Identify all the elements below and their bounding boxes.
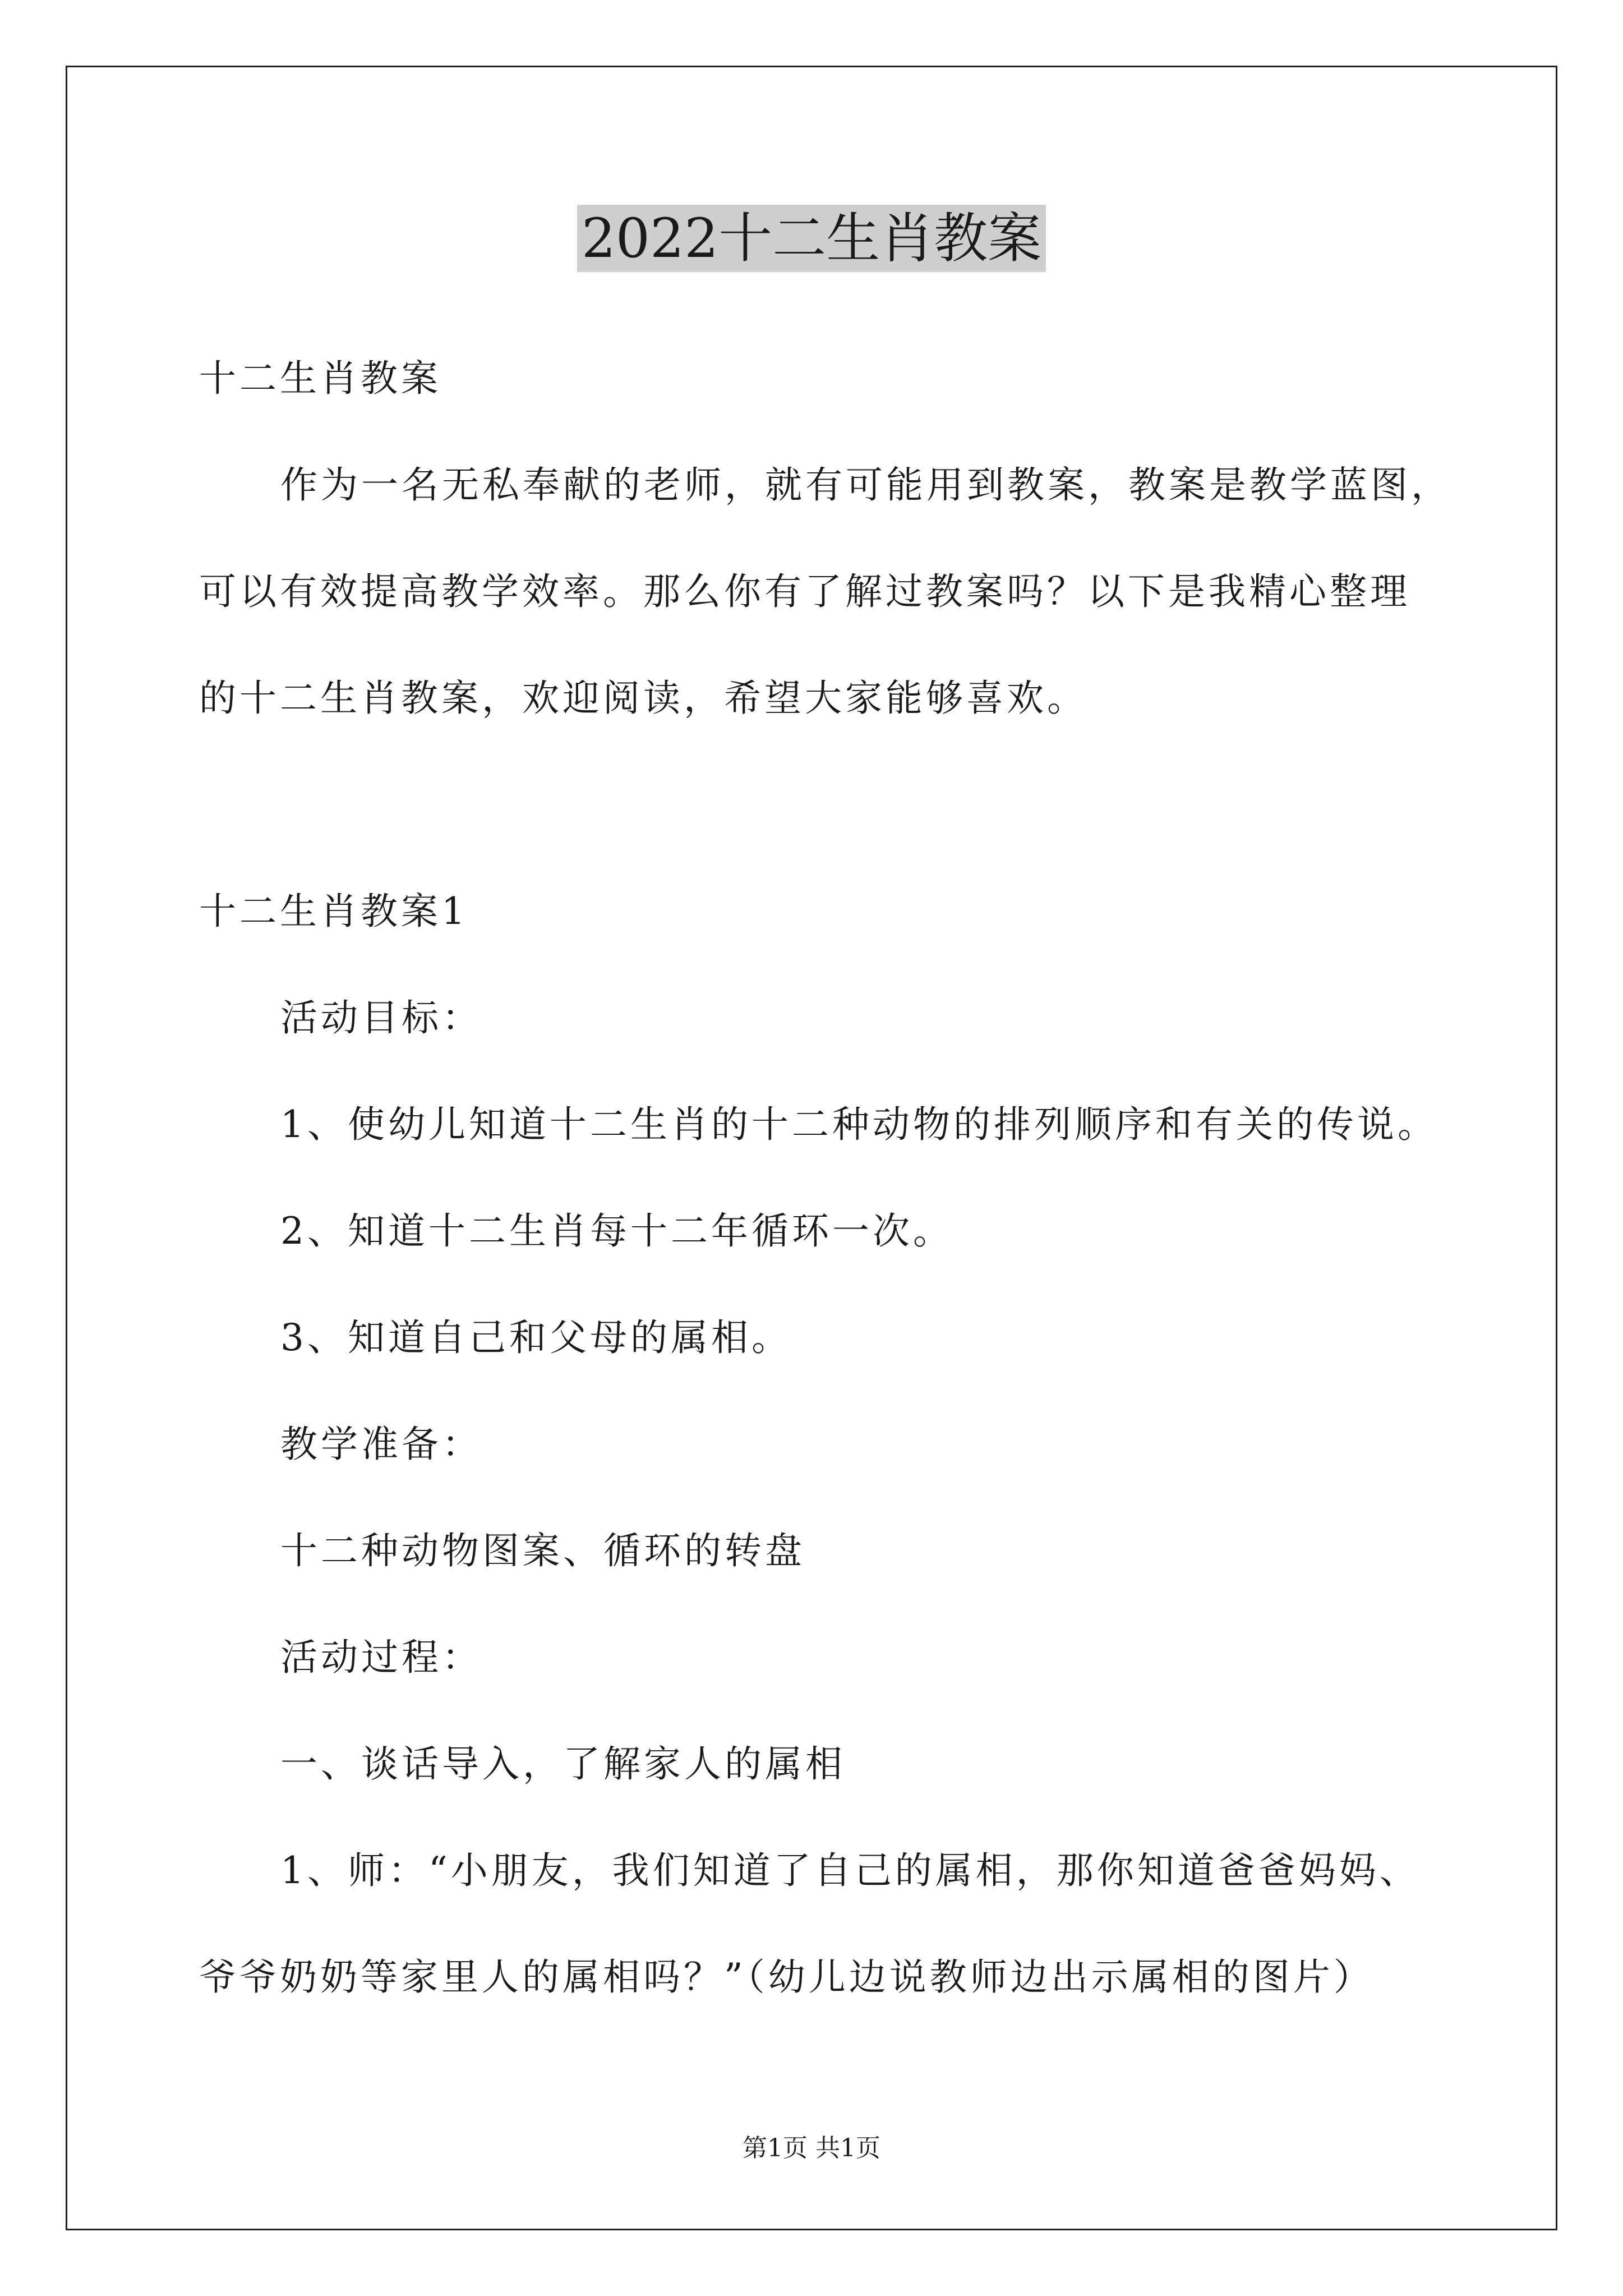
- goals-label: 活动目标：: [280, 996, 482, 1039]
- intro-line-1: 作为一名无私奉献的老师，就有可能用到教案，教案是教学蓝图，: [280, 463, 1451, 507]
- step1-title: 一、谈话导入，了解家人的属相: [280, 1742, 846, 1786]
- document-title-text: 2022十二生肖教案: [577, 205, 1046, 272]
- subtitle: 十二生肖教案: [199, 357, 441, 400]
- document-title: [0, 202, 1623, 275]
- goal-item-1: 1、使幼儿知道十二生肖的十二种动物的排列顺序和有关的传说。: [280, 1103, 1438, 1146]
- intro-line-2: 可以有效提高教学效率。那么你有了解过教案吗？以下是我精心整理: [199, 570, 1410, 613]
- intro-line-3: 的十二生肖教案，欢迎阅读，希望大家能够喜欢。: [199, 677, 1087, 720]
- prep-label: 教学准备：: [280, 1423, 482, 1466]
- goal-item-2: 2、知道十二生肖每十二年循环一次。: [280, 1209, 953, 1253]
- prep-text: 十二种动物图案、循环的转盘: [280, 1529, 805, 1572]
- goal-item-3: 3、知道自己和父母的属相。: [280, 1316, 792, 1359]
- page-footer: 第1页 共1页: [743, 2134, 880, 2162]
- section-heading: 十二生肖教案1: [199, 890, 468, 933]
- process-label: 活动过程：: [280, 1636, 482, 1679]
- step1-line-1: 1、师：“小朋友，我们知道了自己的属相，那你知道爸爸妈妈、: [280, 1849, 1420, 1892]
- step1-line-2: 爷爷奶奶等家里人的属相吗？”（幼儿边说教师边出示属相的图片）: [199, 1955, 1374, 1999]
